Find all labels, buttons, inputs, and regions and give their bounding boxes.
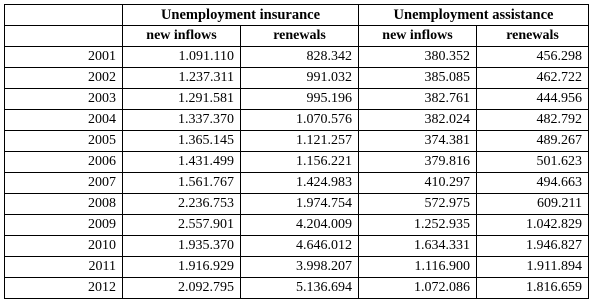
insurance-renewals-cell: 4.204.009 <box>241 215 359 236</box>
table-row <box>5 236 589 257</box>
assistance-renewals-cell: 501.623 <box>477 152 589 173</box>
sub-header-assistance-renewals: renewals <box>477 26 589 47</box>
assistance-new-inflows-cell: 410.297 <box>359 173 477 194</box>
assistance-renewals-cell: 482.792 <box>477 110 589 131</box>
insurance-new-inflows-cell: 2.557.901 <box>123 215 241 236</box>
year-cell: 2001 <box>5 47 123 68</box>
assistance-renewals-cell: 489.267 <box>477 131 589 152</box>
corner-cell <box>5 26 123 47</box>
sub-header-row <box>5 26 589 47</box>
year-cell: 2009 <box>5 215 123 236</box>
year-cell: 2007 <box>5 173 123 194</box>
assistance-new-inflows-cell: 380.352 <box>359 47 477 68</box>
assistance-renewals-cell: 494.663 <box>477 173 589 194</box>
assistance-renewals-cell: 1.946.827 <box>477 236 589 257</box>
year-cell: 2002 <box>5 68 123 89</box>
insurance-renewals-cell: 1.156.221 <box>241 152 359 173</box>
assistance-new-inflows-cell: 1.072.086 <box>359 278 477 299</box>
assistance-renewals-cell: 456.298 <box>477 47 589 68</box>
assistance-new-inflows-cell: 1.116.900 <box>359 257 477 278</box>
year-cell: 2004 <box>5 110 123 131</box>
insurance-new-inflows-cell: 2.236.753 <box>123 194 241 215</box>
table-row <box>5 278 589 299</box>
table-row <box>5 173 589 194</box>
assistance-new-inflows-cell: 382.761 <box>359 89 477 110</box>
unemployment-table <box>4 4 589 299</box>
insurance-new-inflows-cell: 1.291.581 <box>123 89 241 110</box>
year-cell: 2006 <box>5 152 123 173</box>
insurance-renewals-cell: 828.342 <box>241 47 359 68</box>
table-row <box>5 68 589 89</box>
group-header-insurance: Unemployment insurance <box>123 5 359 26</box>
table-row <box>5 110 589 131</box>
assistance-renewals-cell: 444.956 <box>477 89 589 110</box>
assistance-new-inflows-cell: 385.085 <box>359 68 477 89</box>
group-header-assistance: Unemployment assistance <box>359 5 589 26</box>
insurance-renewals-cell: 5.136.694 <box>241 278 359 299</box>
table-row <box>5 257 589 278</box>
year-cell: 2003 <box>5 89 123 110</box>
table-container <box>4 4 589 299</box>
insurance-renewals-cell: 991.032 <box>241 68 359 89</box>
insurance-new-inflows-cell: 1.935.370 <box>123 236 241 257</box>
insurance-new-inflows-cell: 2.092.795 <box>123 278 241 299</box>
year-cell: 2011 <box>5 257 123 278</box>
sub-header-assistance-new-inflows: new inflows <box>359 26 477 47</box>
insurance-new-inflows-cell: 1.431.499 <box>123 152 241 173</box>
insurance-renewals-cell: 1.121.257 <box>241 131 359 152</box>
year-cell: 2012 <box>5 278 123 299</box>
table-row <box>5 194 589 215</box>
insurance-renewals-cell: 3.998.207 <box>241 257 359 278</box>
group-header-row <box>5 5 589 26</box>
assistance-renewals-cell: 1.911.894 <box>477 257 589 278</box>
sub-header-insurance-renewals: renewals <box>241 26 359 47</box>
assistance-new-inflows-cell: 374.381 <box>359 131 477 152</box>
insurance-new-inflows-cell: 1.091.110 <box>123 47 241 68</box>
table-row <box>5 131 589 152</box>
assistance-new-inflows-cell: 1.252.935 <box>359 215 477 236</box>
insurance-renewals-cell: 4.646.012 <box>241 236 359 257</box>
table-body <box>5 47 589 299</box>
table-row <box>5 47 589 68</box>
assistance-new-inflows-cell: 572.975 <box>359 194 477 215</box>
assistance-new-inflows-cell: 1.634.331 <box>359 236 477 257</box>
assistance-new-inflows-cell: 379.816 <box>359 152 477 173</box>
year-cell: 2010 <box>5 236 123 257</box>
table-row <box>5 215 589 236</box>
insurance-renewals-cell: 1.974.754 <box>241 194 359 215</box>
assistance-renewals-cell: 1.816.659 <box>477 278 589 299</box>
year-cell: 2008 <box>5 194 123 215</box>
insurance-renewals-cell: 1.424.983 <box>241 173 359 194</box>
table-row <box>5 152 589 173</box>
assistance-new-inflows-cell: 382.024 <box>359 110 477 131</box>
year-cell: 2005 <box>5 131 123 152</box>
assistance-renewals-cell: 462.722 <box>477 68 589 89</box>
insurance-new-inflows-cell: 1.365.145 <box>123 131 241 152</box>
insurance-new-inflows-cell: 1.561.767 <box>123 173 241 194</box>
table-row <box>5 89 589 110</box>
corner-cell <box>5 5 123 26</box>
assistance-renewals-cell: 609.211 <box>477 194 589 215</box>
insurance-renewals-cell: 995.196 <box>241 89 359 110</box>
assistance-renewals-cell: 1.042.829 <box>477 215 589 236</box>
insurance-new-inflows-cell: 1.916.929 <box>123 257 241 278</box>
insurance-new-inflows-cell: 1.237.311 <box>123 68 241 89</box>
insurance-new-inflows-cell: 1.337.370 <box>123 110 241 131</box>
sub-header-insurance-new-inflows: new inflows <box>123 26 241 47</box>
insurance-renewals-cell: 1.070.576 <box>241 110 359 131</box>
